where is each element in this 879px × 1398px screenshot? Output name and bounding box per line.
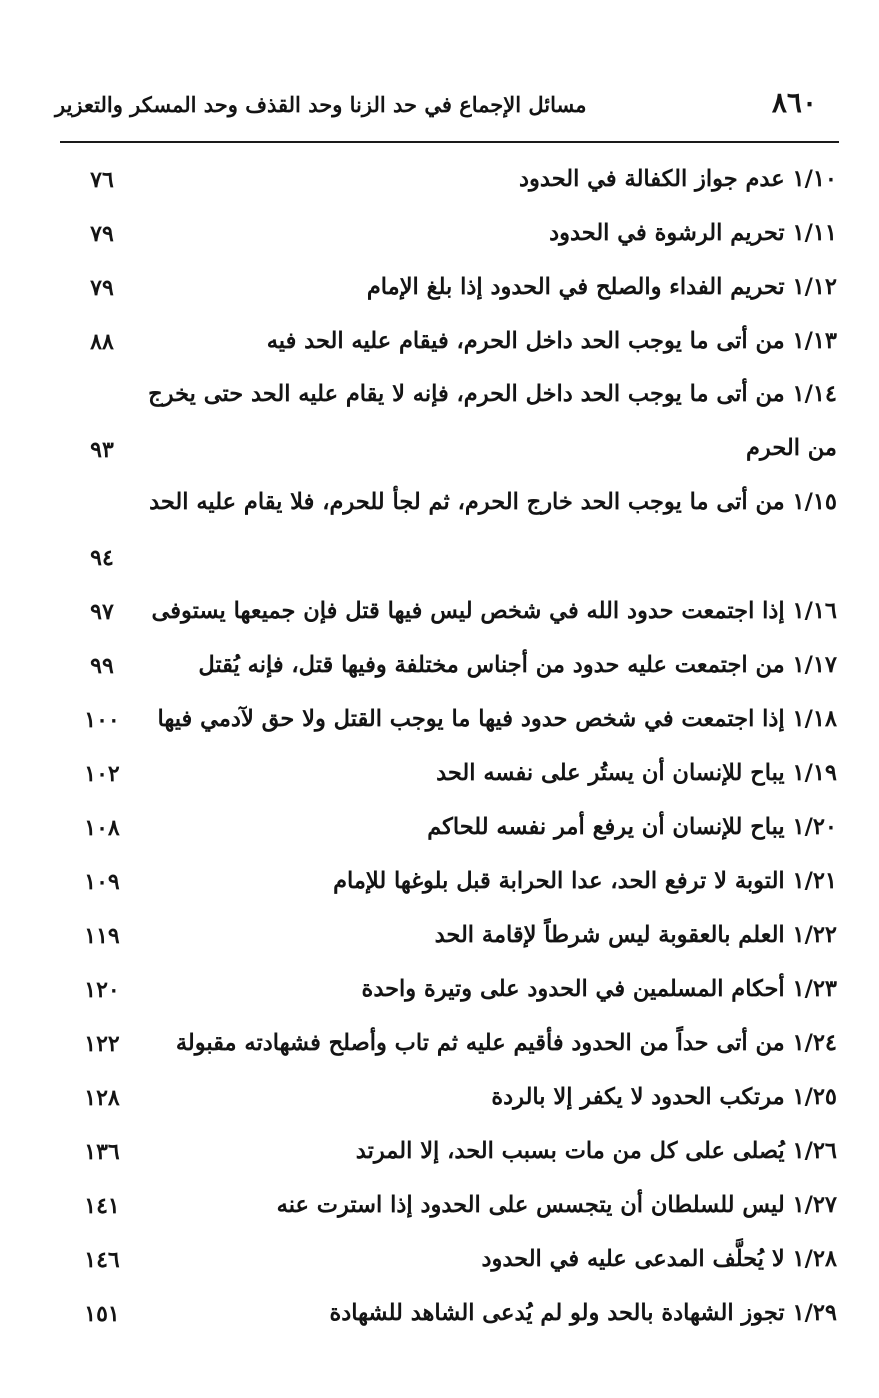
toc-entry-title: ١/١٢ تحريم الفداء والصلح في الحدود إذا بلغ الإمام [366,274,837,300]
toc-entry [60,366,837,474]
toc-entry [60,1230,837,1284]
toc-entry [60,906,837,960]
toc-entry [60,1284,837,1338]
toc-entry [60,1122,837,1176]
toc-entry-page: ١٠٨ [84,815,120,841]
table-of-contents [60,150,837,1338]
toc-entry [60,150,837,204]
toc-entry-page: ١٠٠ [84,707,120,733]
toc-entry-title: ١/١٤ من أتى ما يوجب الحد داخل الحرم، فإنه لا يقام عليه الحد حتى يخرج من الحرم [148,381,837,461]
toc-entry-page: ١٤١ [84,1193,120,1219]
toc-entry-page: ١٢٢ [84,1031,120,1057]
toc-entry-page: ٩٧ [90,599,114,625]
toc-entry [60,582,837,636]
toc-entry-title: ١/٢٧ ليس للسلطان أن يتجسس على الحدود إذا استرت عنه [276,1192,837,1218]
toc-entry-title: ١/٢٦ يُصلى على كل من مات بسبب الحد، إلا المرتد [355,1138,837,1164]
toc-entry [60,960,837,1014]
toc-entry-page: ٨٨ [90,329,114,355]
toc-entry-page: ٧٩ [90,275,114,301]
toc-entry [60,690,837,744]
toc-entry-title: ١/٢٤ من أتى حداً من الحدود فأقيم عليه ثم تاب وأصلح فشهادته مقبولة [175,1030,837,1056]
toc-entry [60,1068,837,1122]
toc-entry-title: ١/٢٥ مرتكب الحدود لا يكفر إلا بالردة [491,1084,837,1110]
toc-entry-page: ١٠٢ [84,761,120,787]
header-rule [60,141,839,143]
toc-entry-title: ١/٢٠ يباح للإنسان أن يرفع أمر نفسه للحاكم [427,814,837,840]
toc-entry-title: ١/١٨ إذا اجتمعت في شخص حدود فيها ما يوجب القتل ولا حق لآدمي فيها [157,706,837,732]
toc-entry [60,258,837,312]
toc-entry-page: ١١٩ [84,923,120,949]
page-header [55,78,817,128]
toc-entry-page: ١٢٨ [84,1085,120,1111]
toc-entry-title: ١/١٥ من أتى ما يوجب الحد خارج الحرم، ثم لجأ للحرم، فلا يقام عليه الحد [149,489,837,515]
toc-entry-page: ٧٦ [90,167,114,193]
toc-entry-page: ١٠٩ [84,869,120,895]
toc-entry-page: ٩٩ [90,653,114,679]
toc-entry-title: ١/٢١ التوبة لا ترفع الحد، عدا الحرابة قبل بلوغها للإمام [333,868,837,894]
toc-entry [60,1014,837,1068]
toc-entry-title: ١/٢٢ العلم بالعقوبة ليس شرطاً لإقامة الحد [434,922,837,948]
toc-entry [60,474,837,582]
toc-entry-title: ١/٢٨ لا يُحلَّف المدعى عليه في الحدود [481,1246,837,1272]
toc-entry [60,852,837,906]
toc-entry-page: ٩٤ [90,545,114,571]
toc-entry-title: ١/٢٣ أحكام المسلمين في الحدود على وتيرة واحدة [361,976,837,1002]
toc-entry-title: ١/٢٩ تجوز الشهادة بالحد ولو لم يُدعى الشاهد للشهادة [329,1300,837,1326]
toc-entry-title: ١/١٩ يباح للإنسان أن يستُر على نفسه الحد [436,760,837,786]
toc-entry-title: ١/١٧ من اجتمعت عليه حدود من أجناس مختلفة وفيها قتل، فإنه يُقتل [198,652,837,678]
toc-entry [60,636,837,690]
toc-entry-title: ١/١٠ عدم جواز الكفالة في الحدود [519,166,837,192]
running-title: مسائل الإجماع في حد الزنا وحد القذف وحد المسكر والتعزير [55,92,587,117]
toc-entry [60,204,837,258]
toc-entry [60,312,837,366]
toc-entry [60,798,837,852]
toc-entry-page: ١٢٠ [84,977,120,1003]
toc-entry-title: ١/١٣ من أتى ما يوجب الحد داخل الحرم، فيقام عليه الحد فيه [266,328,837,354]
toc-entry [60,744,837,798]
toc-entry-title: ١/١١ تحريم الرشوة في الحدود [549,220,837,246]
toc-entry-title: ١/١٦ إذا اجتمعت حدود الله في شخص ليس فيها قتل فإن جميعها يستوفى [151,598,837,624]
toc-entry-page: ٩٣ [90,437,114,463]
toc-entry-page: ١٤٦ [84,1247,120,1273]
toc-entry [60,1176,837,1230]
toc-entry-page: ١٣٦ [84,1139,120,1165]
page-number: ٨٦٠ [771,86,817,119]
toc-entry-page: ٧٩ [90,221,114,247]
toc-entry-page: ١٥١ [84,1301,120,1327]
